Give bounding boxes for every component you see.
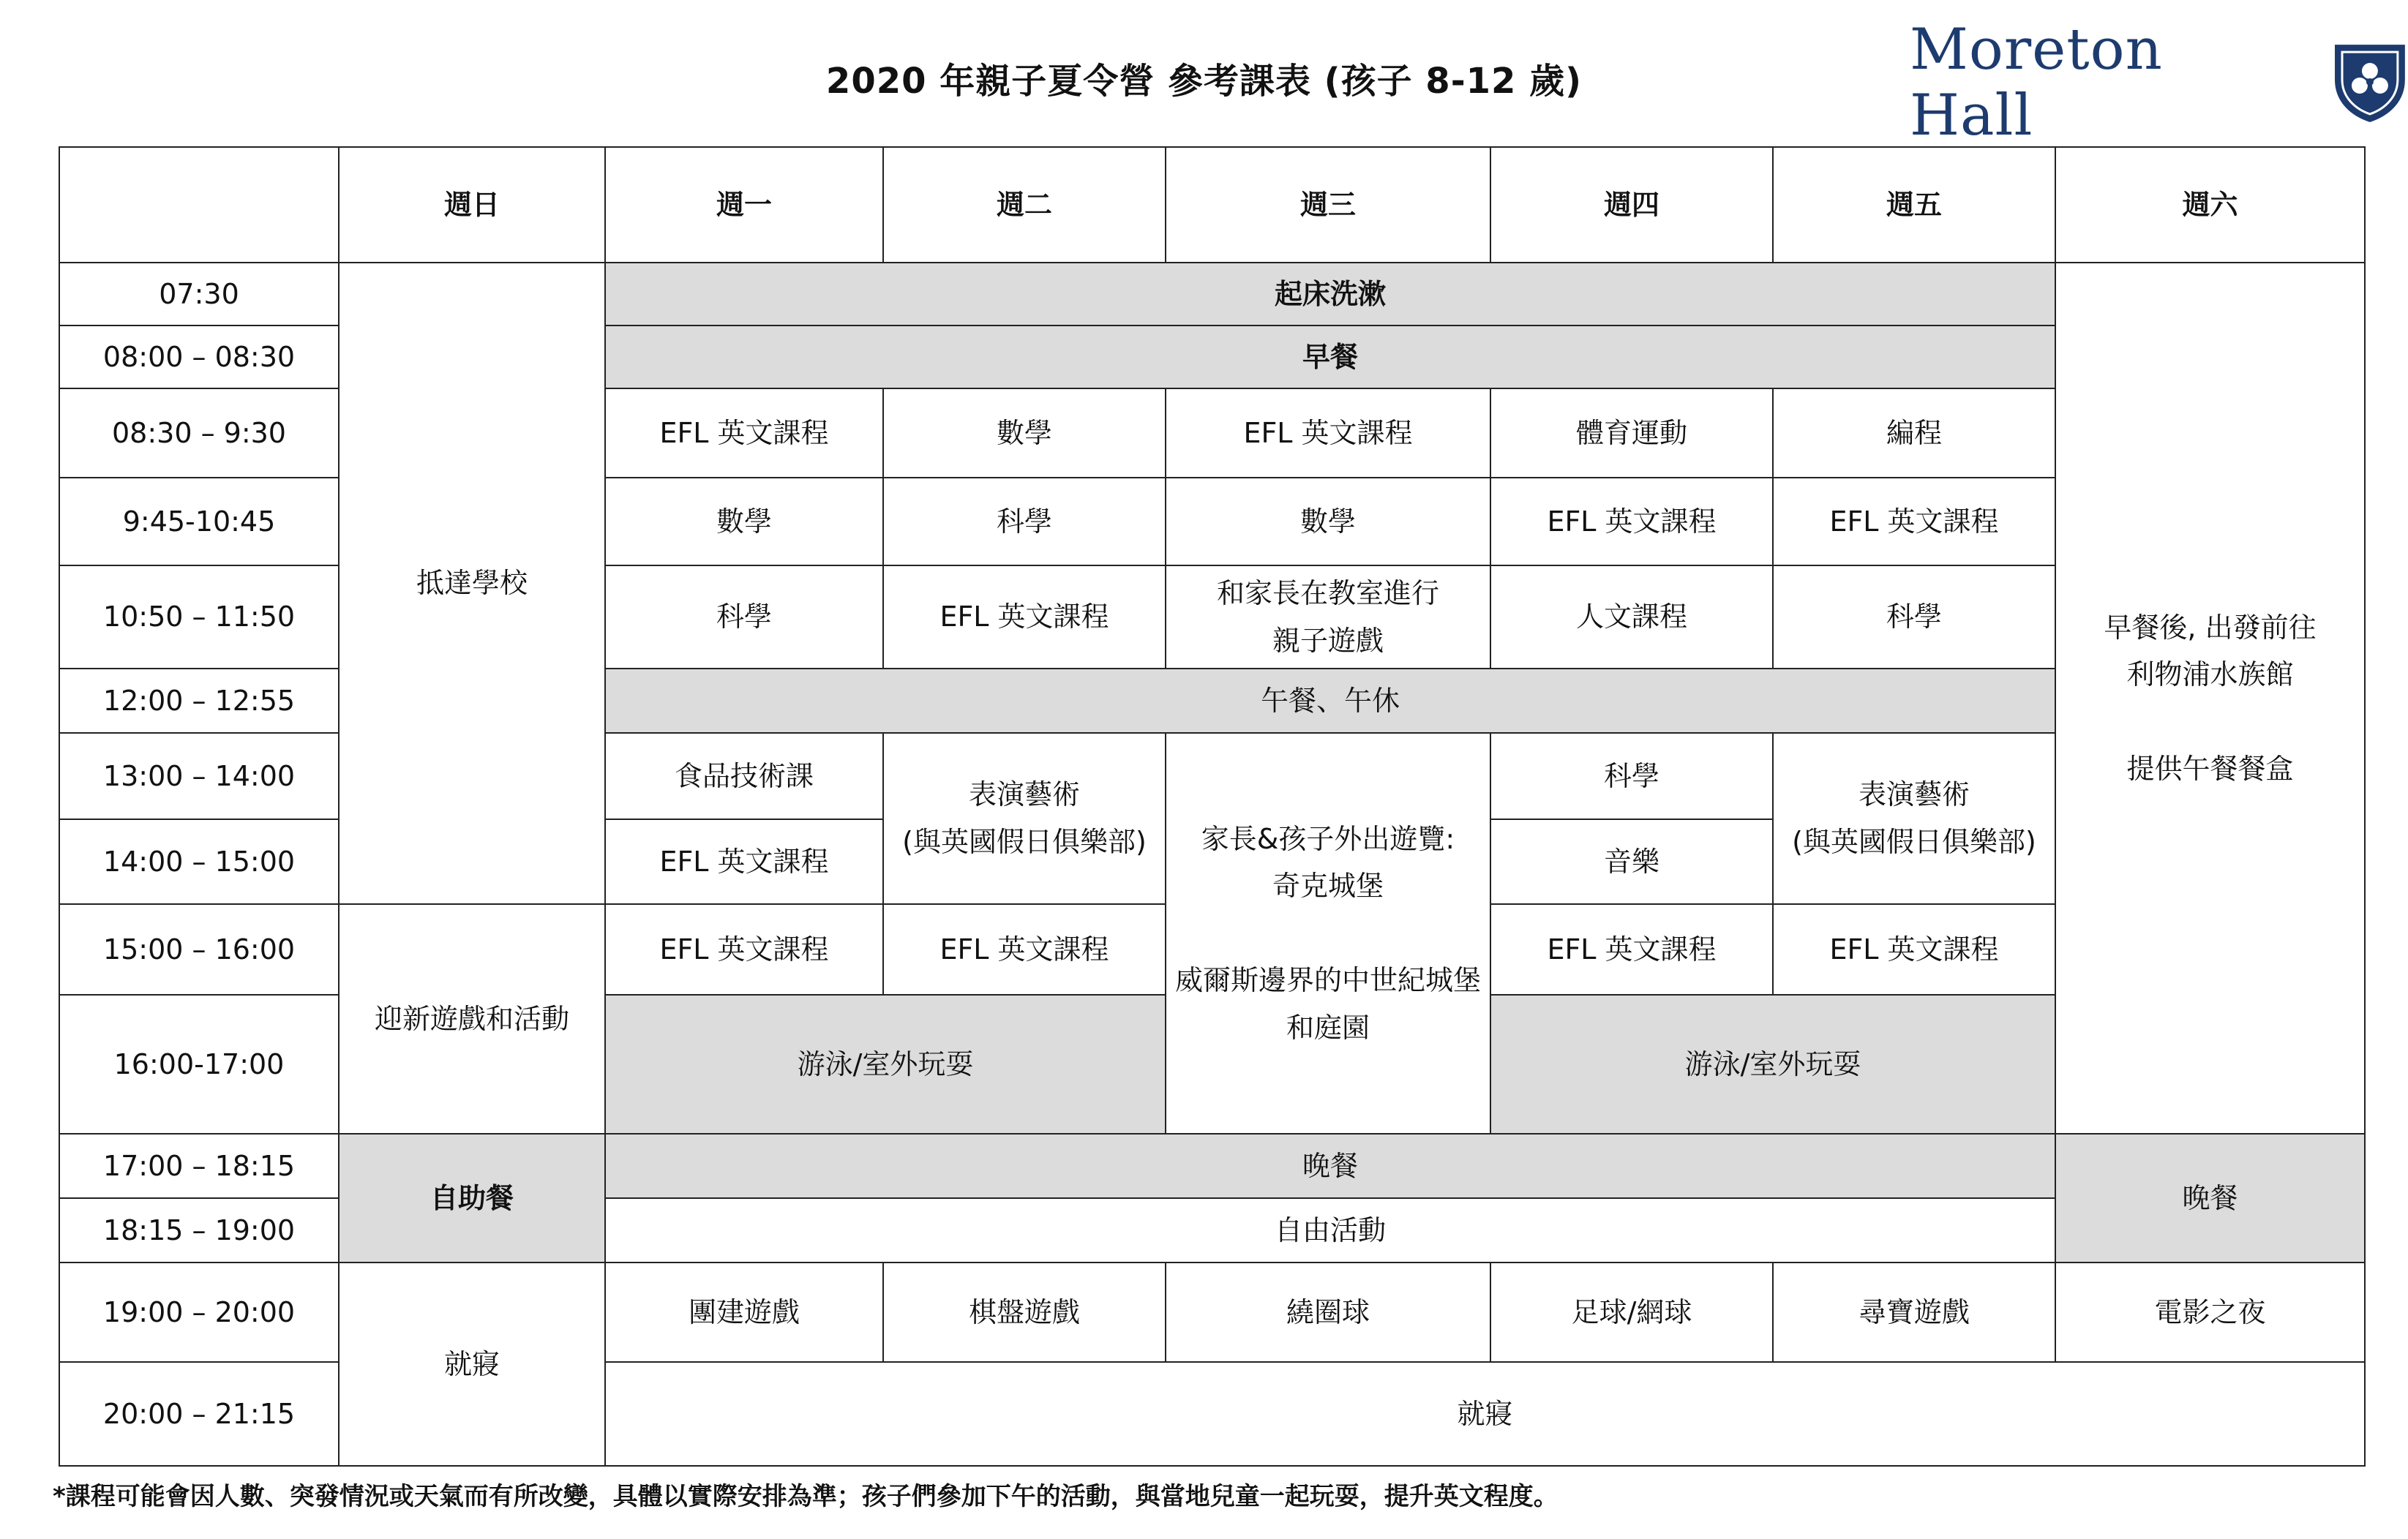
- lunch-cell: 午餐、午休: [605, 669, 2055, 733]
- brand-name: Moreton Hall: [1910, 17, 2163, 148]
- evening-cell: 棋盤遊戲: [883, 1263, 1166, 1362]
- time-cell: 10:50 – 11:50: [59, 565, 339, 669]
- class-cell: 音樂: [1490, 819, 1773, 904]
- class-cell: 科學: [883, 478, 1166, 565]
- class-cell: 科學: [605, 565, 883, 669]
- class-cell: 食品技術課: [605, 733, 883, 819]
- sunday-buffet-cell: 自助餐: [339, 1134, 605, 1263]
- class-cell: 數學: [1166, 478, 1490, 565]
- wake-up-cell: 起床洗漱: [605, 263, 2055, 326]
- saturday-trip-line: 早餐後, 出發前往: [2104, 611, 2317, 644]
- class-cell: 體育運動: [1490, 388, 1773, 478]
- header-monday: 週一: [605, 147, 883, 263]
- evening-cell: 繞圈球: [1166, 1263, 1490, 1362]
- sunday-arrive-cell: 抵達學校: [339, 263, 605, 904]
- page-title: 2020 年親子夏令營 參考課表 (孩子 8-12 歲): [825, 61, 1583, 102]
- class-cell: EFL 英文課程: [605, 819, 883, 904]
- class-cell: 科學: [1490, 733, 1773, 819]
- class-cell: EFL 英文課程: [1773, 478, 2055, 565]
- class-cell-parent-game: [1166, 565, 1490, 669]
- evening-cell: 團建遊戲: [605, 1263, 883, 1362]
- saturday-movie-cell: 電影之夜: [2055, 1263, 2365, 1362]
- class-cell: EFL 英文課程: [1773, 904, 2055, 995]
- evening-cell: 足球/網球: [1490, 1263, 1773, 1362]
- sunday-sleep-cell: 就寢: [339, 1263, 605, 1466]
- class-cell: 科學: [1773, 565, 2055, 669]
- wednesday-trip-cell: [1166, 733, 1490, 1134]
- class-cell: 數學: [605, 478, 883, 565]
- class-line: 表演藝術: [1858, 778, 1970, 811]
- class-line: (與英國假日俱樂部): [1792, 826, 2036, 858]
- class-cell: EFL 英文課程: [883, 904, 1166, 995]
- saturday-trip-line: [2062, 699, 2358, 745]
- performing-arts-cell: [1773, 733, 2055, 904]
- schedule-table: [59, 146, 2366, 1467]
- trip-line: 奇克城堡: [1272, 870, 1384, 903]
- class-cell: EFL 英文課程: [605, 388, 883, 478]
- time-cell: 20:00 – 21:15: [59, 1362, 339, 1466]
- header-thursday: 週四: [1490, 147, 1773, 263]
- time-cell: 15:00 – 16:00: [59, 904, 339, 995]
- dinner-cell: 晚餐: [605, 1134, 2055, 1198]
- sunday-welcome-cell: 迎新遊戲和活動: [339, 904, 605, 1134]
- saturday-trip-cell: [2055, 263, 2365, 1134]
- performing-arts-cell: [883, 733, 1166, 904]
- header-sunday: 週日: [339, 147, 605, 263]
- time-cell: 12:00 – 12:55: [59, 669, 339, 733]
- time-cell: 13:00 – 14:00: [59, 733, 339, 819]
- class-cell: EFL 英文課程: [1166, 388, 1490, 478]
- saturday-trip-line: 提供午餐餐盒: [2126, 752, 2294, 785]
- trip-line: 威爾斯邊界的中世紀城堡: [1174, 964, 1481, 996]
- class-line: (與英國假日俱樂部): [902, 826, 1147, 858]
- evening-cell: 尋寶遊戲: [1773, 1263, 2055, 1362]
- time-cell: 17:00 – 18:15: [59, 1134, 339, 1198]
- header-wednesday: 週三: [1166, 147, 1490, 263]
- header-saturday: 週六: [2055, 147, 2365, 263]
- saturday-dinner-cell: 晚餐: [2055, 1134, 2365, 1263]
- shield-icon: [2332, 42, 2408, 124]
- trip-line: [1172, 910, 1484, 957]
- class-cell: 編程: [1773, 388, 2055, 478]
- time-cell: 07:30: [59, 263, 339, 326]
- time-cell: 08:30 – 9:30: [59, 388, 339, 478]
- time-cell: 19:00 – 20:00: [59, 1263, 339, 1362]
- header-corner: [59, 147, 339, 263]
- sleep-cell: 就寢: [605, 1362, 2365, 1466]
- trip-line: 和庭園: [1286, 1011, 1370, 1044]
- time-cell: 14:00 – 15:00: [59, 819, 339, 904]
- trip-line: 家長&孩子外出遊覽:: [1201, 822, 1455, 855]
- breakfast-cell: 早餐: [605, 326, 2055, 388]
- time-cell: 9:45-10:45: [59, 478, 339, 565]
- free-activity-cell: 自由活動: [605, 1198, 2055, 1263]
- class-cell: 人文課程: [1490, 565, 1773, 669]
- class-line: 表演藝術: [968, 778, 1080, 811]
- class-cell: EFL 英文課程: [1490, 904, 1773, 995]
- header-friday: 週五: [1773, 147, 2055, 263]
- class-cell: 數學: [883, 388, 1166, 478]
- class-cell: EFL 英文課程: [883, 565, 1166, 669]
- saturday-trip-line: 利物浦水族館: [2126, 658, 2294, 691]
- class-line: 和家長在教室進行: [1216, 576, 1439, 609]
- time-cell: 18:15 – 19:00: [59, 1198, 339, 1263]
- time-cell: 16:00-17:00: [59, 995, 339, 1134]
- footnote: *課程可能會因人數、突發情況或天氣而有所改變，具體以實際安排為準；孩子們參加下午的活動，與當地兒童一起玩耍，提升英文程度。: [53, 1482, 1559, 1511]
- header-tuesday: 週二: [883, 147, 1166, 263]
- time-cell: 08:00 – 08:30: [59, 326, 339, 388]
- class-cell: EFL 英文課程: [605, 904, 883, 995]
- swim-cell: 游泳/室外玩耍: [605, 995, 1166, 1134]
- class-cell: EFL 英文課程: [1490, 478, 1773, 565]
- header-row: [59, 147, 2365, 263]
- swim-cell: 游泳/室外玩耍: [1490, 995, 2055, 1134]
- class-line: 親子遊戲: [1272, 624, 1384, 657]
- brand-logo: [1910, 17, 2408, 148]
